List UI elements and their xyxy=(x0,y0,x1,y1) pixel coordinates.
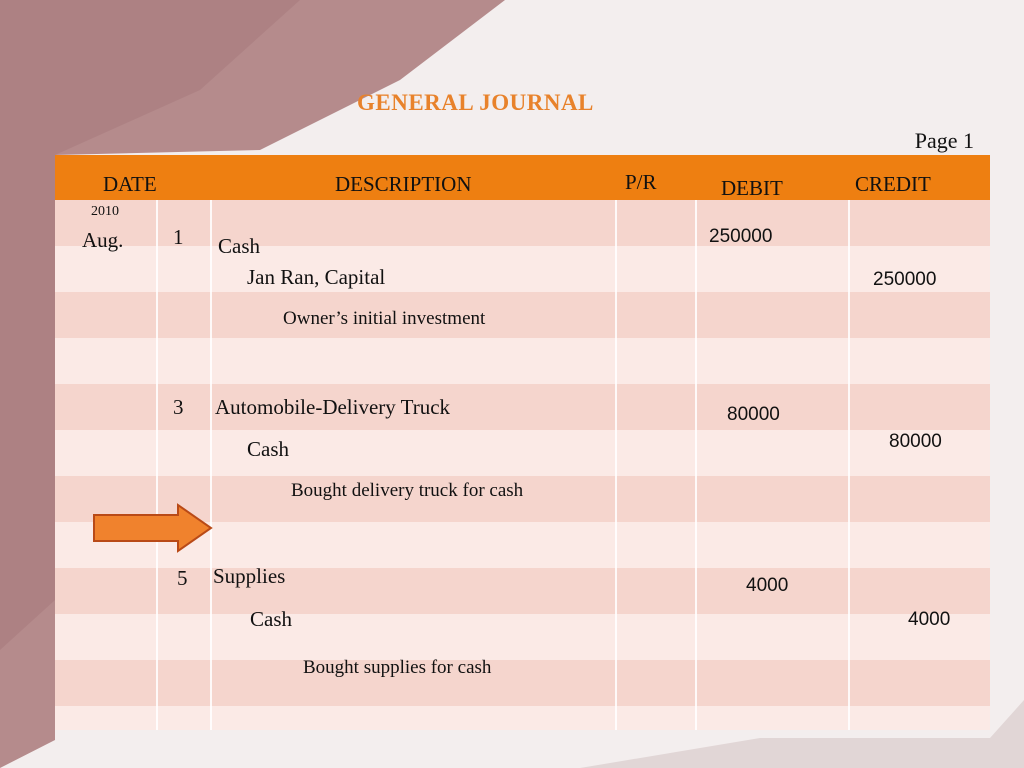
debit-amount: 250000 xyxy=(709,226,773,247)
debit-amount: 80000 xyxy=(727,404,780,425)
credit-account: Cash xyxy=(250,607,292,631)
debit-account: Supplies xyxy=(213,564,286,588)
debit-account: Automobile-Delivery Truck xyxy=(215,395,451,419)
column-divider xyxy=(156,200,158,730)
entry-day: 3 xyxy=(173,395,184,419)
year-label: 2010 xyxy=(91,204,119,219)
column-divider xyxy=(615,200,617,730)
column-divider xyxy=(695,200,697,730)
debit-amount: 4000 xyxy=(746,575,789,596)
header-debit: DEBIT xyxy=(721,176,783,200)
credit-account: Jan Ran, Capital xyxy=(247,265,386,289)
entry-explanation: Owner’s initial investment xyxy=(283,308,486,329)
entry-explanation: Bought supplies for cash xyxy=(303,657,492,678)
column-divider xyxy=(210,200,212,730)
page-number: Page 1 xyxy=(914,128,974,153)
debit-account: Cash xyxy=(218,234,260,258)
column-divider xyxy=(848,200,850,730)
header-date: DATE xyxy=(103,172,157,196)
table-header xyxy=(55,155,990,200)
entry-explanation: Bought delivery truck for cash xyxy=(291,480,524,501)
right-arrow-icon xyxy=(92,503,214,553)
header-credit: CREDIT xyxy=(855,172,931,196)
credit-amount: 80000 xyxy=(889,431,942,452)
page-title: GENERAL JOURNAL xyxy=(357,90,594,115)
header-pr: P/R xyxy=(625,170,657,194)
entry-day: 5 xyxy=(177,566,188,590)
month-label: Aug. xyxy=(82,228,124,252)
entry-day: 1 xyxy=(173,225,184,249)
credit-account: Cash xyxy=(247,437,289,461)
header-description: DESCRIPTION xyxy=(335,172,472,196)
credit-amount: 250000 xyxy=(873,269,937,290)
credit-amount: 4000 xyxy=(908,609,951,630)
journal-table xyxy=(55,155,990,730)
